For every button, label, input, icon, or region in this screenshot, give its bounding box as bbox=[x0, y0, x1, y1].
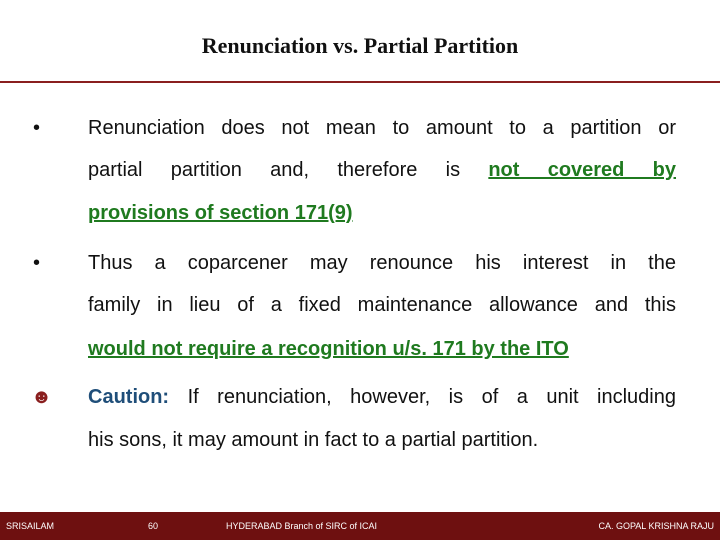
bullet3-line1-text: If renunciation, however, is of a unit including bbox=[187, 386, 676, 408]
bullet2-line2: family in lieu of a fixed maintenance allowance and this bbox=[88, 294, 676, 316]
caution-label: Caution: bbox=[88, 386, 170, 408]
bullet2-emphasis: would not require a recognition u/s. 171 by the ITO bbox=[88, 338, 569, 360]
footer-right-label: CA. GOPAL KRISHNA RAJU bbox=[598, 521, 714, 531]
bullet1-emphasis-not-covered: not covered by bbox=[488, 159, 676, 181]
bullet1-line2-text: partial partition and, therefore is bbox=[88, 159, 461, 181]
footer-left-label: SRISAILAM bbox=[6, 521, 55, 531]
slide-title: Renunciation vs. Partial Partition bbox=[201, 33, 519, 58]
footer-bar bbox=[0, 512, 720, 540]
footer-page-number: 60 bbox=[148, 521, 159, 531]
footer-center-label: HYDERABAD Branch of SIRC of ICAI bbox=[226, 521, 378, 531]
bullet3-line1 bbox=[88, 386, 676, 409]
bullet1-line1: Renunciation does not mean to amount to a partition or bbox=[88, 117, 676, 139]
bullet1-emphasis-provisions: provisions of section 171(9) bbox=[88, 202, 353, 224]
smiley-bullet-icon: ☻ bbox=[31, 386, 53, 408]
bullet-icon: • bbox=[33, 252, 41, 274]
bullet2-line1: Thus a coparcener may renounce his interest in the bbox=[88, 252, 676, 274]
bullet1-line2 bbox=[88, 159, 676, 182]
title-divider bbox=[0, 81, 720, 83]
bullet-icon: • bbox=[33, 117, 41, 139]
bullet3-line2: his sons, it may amount in fact to a partial partition. bbox=[88, 429, 539, 451]
